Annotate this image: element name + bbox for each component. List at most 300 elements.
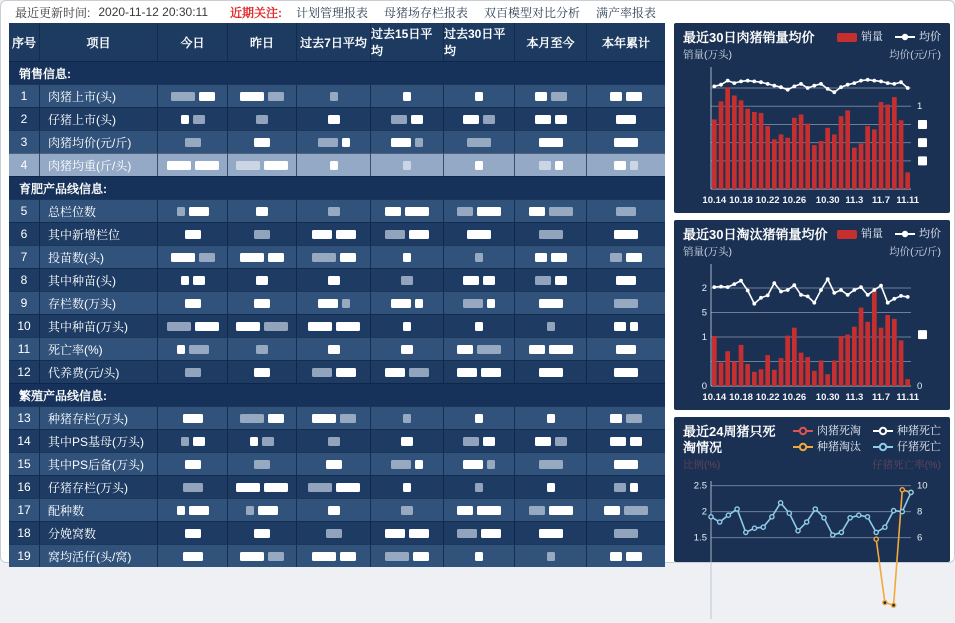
svg-text:10.18: 10.18 bbox=[729, 392, 753, 403]
row-label: 窝均活仔(头/窝) bbox=[39, 544, 157, 567]
left-axis-title: 比例(%) bbox=[683, 459, 721, 471]
table-cell bbox=[443, 199, 514, 222]
table-row[interactable] bbox=[9, 337, 665, 360]
svg-text:11.3: 11.3 bbox=[845, 195, 864, 206]
table-cell bbox=[227, 406, 296, 429]
redacted-value bbox=[256, 115, 268, 124]
redacted-value bbox=[193, 276, 205, 285]
chart-title: 最近30日淘汰猪销量均价 bbox=[683, 227, 828, 242]
row-number: 4 bbox=[9, 153, 39, 176]
table-row[interactable] bbox=[9, 268, 665, 291]
legend-item[interactable] bbox=[793, 424, 861, 438]
redacted-value bbox=[535, 92, 547, 101]
redacted-value bbox=[483, 276, 495, 285]
report-link-3[interactable]: 满产率报表 bbox=[596, 5, 657, 20]
table-cell bbox=[157, 406, 227, 429]
redacted-value bbox=[549, 207, 573, 216]
column-header: 项目 bbox=[39, 23, 157, 61]
row-label: 肉猪上市(头) bbox=[39, 84, 157, 107]
redacted-value bbox=[626, 253, 642, 262]
table-cell bbox=[370, 107, 443, 130]
redacted-value bbox=[340, 552, 356, 561]
redacted-value bbox=[630, 161, 638, 170]
redacted-value bbox=[312, 230, 332, 239]
redacted-value bbox=[626, 92, 642, 101]
svg-text:11.7: 11.7 bbox=[872, 392, 890, 403]
redacted-value bbox=[614, 161, 626, 170]
redacted-value bbox=[463, 299, 483, 308]
table-cell bbox=[296, 429, 370, 452]
axis-titles bbox=[683, 49, 941, 62]
table-cell bbox=[443, 268, 514, 291]
chart-plot-death-cull[interactable] bbox=[683, 473, 941, 623]
table-row[interactable] bbox=[9, 452, 665, 475]
redacted-value bbox=[457, 506, 473, 515]
redacted-value bbox=[616, 345, 636, 354]
table-cell bbox=[157, 337, 227, 360]
redacted-value bbox=[401, 345, 413, 354]
redacted-value bbox=[312, 253, 336, 262]
row-number: 2 bbox=[9, 107, 39, 130]
table-cell bbox=[443, 337, 514, 360]
table-cell bbox=[157, 84, 227, 107]
table-cell bbox=[227, 429, 296, 452]
table-cell bbox=[157, 521, 227, 544]
table-cell bbox=[443, 498, 514, 521]
table-cell bbox=[227, 475, 296, 498]
report-link-2[interactable]: 双百模型对比分析 bbox=[484, 5, 581, 20]
svg-text:11.11: 11.11 bbox=[896, 195, 920, 206]
redacted-value bbox=[308, 322, 332, 331]
row-number: 16 bbox=[9, 475, 39, 498]
redacted-value bbox=[240, 414, 264, 423]
table-cell bbox=[227, 245, 296, 268]
svg-text:1: 1 bbox=[917, 101, 923, 113]
redacted-value bbox=[256, 345, 268, 354]
updated-time-label: 最近更新时间: bbox=[15, 5, 91, 20]
table-cell bbox=[296, 521, 370, 544]
row-number: 3 bbox=[9, 130, 39, 153]
redacted-value bbox=[336, 322, 360, 331]
row-label: 其中种苗(万头) bbox=[39, 314, 157, 337]
redacted-value bbox=[264, 483, 288, 492]
table-cell bbox=[157, 544, 227, 567]
redacted-value bbox=[483, 115, 495, 124]
redacted-value bbox=[385, 230, 405, 239]
right-axis-title: 仔猪死亡率(%) bbox=[872, 459, 941, 471]
table-cell bbox=[514, 498, 586, 521]
row-label: 其中新增栏位 bbox=[39, 222, 157, 245]
legend-item[interactable] bbox=[837, 227, 883, 241]
redacted-value bbox=[614, 529, 638, 538]
table-cell bbox=[443, 406, 514, 429]
table-row[interactable] bbox=[9, 153, 665, 176]
svg-text:1: 1 bbox=[701, 332, 707, 344]
redacted-value bbox=[240, 253, 264, 262]
redacted-value bbox=[477, 345, 501, 354]
redacted-value bbox=[457, 207, 473, 216]
redacted-value bbox=[610, 437, 626, 446]
row-number: 19 bbox=[9, 544, 39, 567]
chart-plot-pig-sales[interactable] bbox=[683, 63, 941, 209]
redacted-value bbox=[547, 322, 555, 331]
redacted-value bbox=[401, 276, 413, 285]
line-marker-icon bbox=[873, 425, 893, 437]
redacted-value bbox=[254, 138, 270, 147]
redacted-value bbox=[409, 230, 429, 239]
svg-text:6: 6 bbox=[917, 532, 923, 544]
table-cell bbox=[443, 291, 514, 314]
table-cell bbox=[514, 268, 586, 291]
row-label: 肉猪均重(斤/头) bbox=[39, 153, 157, 176]
chart-panel-death-cull bbox=[674, 417, 950, 562]
redacted-value bbox=[403, 322, 411, 331]
row-number: 1 bbox=[9, 84, 39, 107]
redacted-value bbox=[415, 138, 423, 147]
table-row[interactable] bbox=[9, 544, 665, 567]
row-label: 种猪存栏(万头) bbox=[39, 406, 157, 429]
table-cell bbox=[586, 360, 665, 383]
table-cell bbox=[370, 452, 443, 475]
table-cell bbox=[586, 337, 665, 360]
column-header: 本月至今 bbox=[514, 23, 586, 61]
redacted-value bbox=[405, 207, 429, 216]
redacted-value bbox=[630, 437, 642, 446]
redacted-value bbox=[336, 483, 360, 492]
redacted-value bbox=[185, 138, 201, 147]
main-content bbox=[9, 23, 947, 562]
row-label: 肉猪均价(元/斤) bbox=[39, 130, 157, 153]
redacted-value bbox=[535, 437, 551, 446]
chart-title: 最近30日肉猪销量均价 bbox=[683, 30, 815, 45]
row-number: 13 bbox=[9, 406, 39, 429]
redacted-value bbox=[236, 161, 260, 170]
chart-panel-pig-sales bbox=[674, 23, 950, 213]
redacted-value bbox=[626, 414, 642, 423]
table-cell bbox=[157, 498, 227, 521]
table-cell bbox=[370, 222, 443, 245]
redacted-value bbox=[539, 230, 563, 239]
redacted-value bbox=[385, 207, 401, 216]
row-number: 12 bbox=[9, 360, 39, 383]
redacted-value bbox=[254, 230, 270, 239]
chart-plot-cull-sales[interactable] bbox=[683, 260, 941, 406]
table-cell bbox=[586, 268, 665, 291]
row-label: 配种数 bbox=[39, 498, 157, 521]
redacted-value bbox=[177, 345, 185, 354]
table-cell bbox=[296, 130, 370, 153]
chart-title: 最近24周猪只死淘情况 bbox=[683, 424, 776, 455]
table-cell bbox=[443, 452, 514, 475]
report-link-1[interactable]: 母猪场存栏报表 bbox=[384, 5, 469, 20]
row-label: 投苗数(头) bbox=[39, 245, 157, 268]
table-cell bbox=[586, 199, 665, 222]
table-cell bbox=[296, 222, 370, 245]
svg-text:11.3: 11.3 bbox=[845, 392, 864, 403]
table-row[interactable] bbox=[9, 521, 665, 544]
table-row[interactable] bbox=[9, 498, 665, 521]
redacted-value bbox=[529, 207, 545, 216]
redacted-value bbox=[181, 115, 189, 124]
axis-titles bbox=[683, 246, 941, 259]
redacted-value bbox=[463, 460, 483, 469]
table-cell bbox=[157, 153, 227, 176]
redacted-value bbox=[258, 506, 278, 515]
redacted-value bbox=[535, 253, 547, 262]
redacted-value bbox=[254, 529, 270, 538]
table-cell bbox=[586, 452, 665, 475]
redacted-value bbox=[463, 115, 479, 124]
table-cell bbox=[296, 475, 370, 498]
table-cell bbox=[157, 291, 227, 314]
redacted-value bbox=[614, 483, 626, 492]
table-row[interactable] bbox=[9, 245, 665, 268]
redacted-value bbox=[457, 368, 477, 377]
table-cell bbox=[514, 429, 586, 452]
redacted-value bbox=[539, 529, 563, 538]
redacted-value bbox=[391, 299, 411, 308]
column-header: 过去7日平均 bbox=[296, 23, 370, 61]
redacted-value bbox=[457, 529, 477, 538]
table-cell bbox=[514, 222, 586, 245]
redacted-value bbox=[183, 483, 203, 492]
table-header-row bbox=[9, 23, 665, 61]
row-number: 8 bbox=[9, 268, 39, 291]
table-cell bbox=[586, 429, 665, 452]
svg-text:10.30: 10.30 bbox=[815, 392, 840, 403]
table-cell bbox=[370, 337, 443, 360]
legend-item[interactable] bbox=[837, 30, 883, 44]
table-row[interactable] bbox=[9, 107, 665, 130]
table-row[interactable] bbox=[9, 199, 665, 222]
redacted-value bbox=[616, 115, 636, 124]
legend-label: 种猪死亡 bbox=[897, 425, 941, 437]
table-cell bbox=[157, 429, 227, 452]
redacted-value bbox=[330, 161, 338, 170]
redacted-value bbox=[535, 115, 551, 124]
legend-item[interactable] bbox=[793, 440, 861, 454]
redacted-value bbox=[614, 460, 638, 469]
row-number: 14 bbox=[9, 429, 39, 452]
redacted-value bbox=[475, 483, 483, 492]
redacted-value bbox=[539, 460, 563, 469]
redacted-value bbox=[409, 529, 429, 538]
table-cell bbox=[443, 521, 514, 544]
row-label: 其中种苗(头) bbox=[39, 268, 157, 291]
row-label: 其中PS后备(万头) bbox=[39, 452, 157, 475]
table-cell bbox=[586, 475, 665, 498]
redacted-value bbox=[403, 92, 411, 101]
redacted-value bbox=[328, 115, 340, 124]
table-cell bbox=[586, 314, 665, 337]
redacted-value bbox=[535, 276, 551, 285]
svg-text:0: 0 bbox=[701, 381, 707, 392]
redacted-value bbox=[318, 299, 338, 308]
updated-time-value: 2020-11-12 20:30:11 bbox=[98, 5, 208, 19]
line-marker-icon bbox=[793, 441, 813, 453]
table-row[interactable] bbox=[9, 406, 665, 429]
right-axis-title: 均价(元/斤) bbox=[889, 49, 941, 61]
table-row[interactable] bbox=[9, 360, 665, 383]
redacted-value bbox=[167, 161, 191, 170]
redacted-value bbox=[551, 92, 567, 101]
table-cell bbox=[296, 268, 370, 291]
svg-text:2: 2 bbox=[701, 506, 707, 518]
svg-text:2.5: 2.5 bbox=[693, 480, 707, 492]
redacted-value bbox=[185, 460, 201, 469]
chart-legend bbox=[837, 30, 941, 44]
svg-text:10: 10 bbox=[917, 480, 928, 492]
redacted-value bbox=[403, 161, 411, 170]
table-cell bbox=[514, 544, 586, 567]
redacted-value bbox=[475, 322, 483, 331]
table-row[interactable] bbox=[9, 291, 665, 314]
table-cell bbox=[227, 84, 296, 107]
table-cell bbox=[227, 153, 296, 176]
redacted-value bbox=[457, 345, 473, 354]
table-cell bbox=[157, 107, 227, 130]
table-cell bbox=[586, 153, 665, 176]
table-cell bbox=[514, 84, 586, 107]
table-cell bbox=[157, 199, 227, 222]
svg-text:0: 0 bbox=[917, 381, 923, 392]
table-cell bbox=[370, 314, 443, 337]
table-cell bbox=[443, 314, 514, 337]
table-cell bbox=[296, 337, 370, 360]
row-label: 存栏数(万头) bbox=[39, 291, 157, 314]
redacted-value bbox=[254, 460, 270, 469]
table-cell bbox=[514, 245, 586, 268]
table-row[interactable] bbox=[9, 429, 665, 452]
row-label: 其中PS基母(万头) bbox=[39, 429, 157, 452]
redacted-value bbox=[189, 345, 209, 354]
table-cell bbox=[586, 498, 665, 521]
redacted-value bbox=[463, 437, 479, 446]
table-cell bbox=[586, 222, 665, 245]
redacted-value bbox=[336, 230, 356, 239]
table-row[interactable] bbox=[9, 84, 665, 107]
redacted-value bbox=[264, 322, 288, 331]
redacted-value bbox=[403, 414, 411, 423]
table-row[interactable] bbox=[9, 475, 665, 498]
chart-legend bbox=[837, 227, 941, 241]
svg-text:10.22: 10.22 bbox=[755, 392, 780, 403]
line-marker-icon bbox=[873, 441, 893, 453]
legend-item[interactable] bbox=[873, 424, 941, 438]
svg-text:10.26: 10.26 bbox=[782, 392, 807, 403]
chart-legend bbox=[781, 424, 941, 454]
redacted-value bbox=[475, 92, 483, 101]
table-cell bbox=[296, 498, 370, 521]
table-cell bbox=[443, 153, 514, 176]
table-cell bbox=[514, 452, 586, 475]
redacted-value bbox=[487, 460, 495, 469]
redacted-value bbox=[413, 552, 429, 561]
redacted-value bbox=[340, 414, 356, 423]
redacted-value bbox=[549, 506, 573, 515]
table-cell bbox=[296, 291, 370, 314]
redacted-value bbox=[409, 368, 429, 377]
column-header: 昨日 bbox=[227, 23, 296, 61]
table-cell bbox=[227, 107, 296, 130]
table-cell bbox=[296, 245, 370, 268]
redacted-value bbox=[385, 368, 405, 377]
redacted-value bbox=[555, 276, 567, 285]
legend-item[interactable] bbox=[895, 30, 941, 44]
redacted-value bbox=[167, 322, 191, 331]
table-row[interactable] bbox=[9, 222, 665, 245]
table-row[interactable] bbox=[9, 130, 665, 153]
redacted-value bbox=[403, 253, 411, 262]
row-label: 仔猪存栏(万头) bbox=[39, 475, 157, 498]
row-label: 分娩窝数 bbox=[39, 521, 157, 544]
legend-item[interactable] bbox=[895, 227, 941, 241]
redacted-value bbox=[318, 138, 338, 147]
table-cell bbox=[227, 291, 296, 314]
table-cell bbox=[370, 544, 443, 567]
redacted-value bbox=[547, 552, 555, 561]
table-cell bbox=[514, 153, 586, 176]
line-marker-icon bbox=[895, 228, 915, 240]
table-cell bbox=[157, 360, 227, 383]
redacted-value bbox=[481, 368, 501, 377]
table-cell bbox=[296, 199, 370, 222]
redacted-value bbox=[177, 207, 185, 216]
redacted-value bbox=[264, 161, 288, 170]
line-marker-icon bbox=[793, 425, 813, 437]
legend-label: 均价 bbox=[919, 31, 941, 43]
redacted-value bbox=[189, 506, 209, 515]
table-cell bbox=[370, 429, 443, 452]
redacted-value bbox=[614, 322, 626, 331]
redacted-value bbox=[254, 299, 270, 308]
svg-text:10.14: 10.14 bbox=[702, 392, 727, 403]
redacted-value bbox=[401, 506, 413, 515]
redacted-value bbox=[391, 138, 411, 147]
redacted-value bbox=[240, 92, 264, 101]
redacted-value bbox=[328, 345, 340, 354]
table-cell bbox=[586, 107, 665, 130]
table-cell bbox=[227, 337, 296, 360]
row-label: 总栏位数 bbox=[39, 199, 157, 222]
redacted-value bbox=[624, 506, 648, 515]
redacted-value bbox=[385, 552, 409, 561]
report-link-0[interactable]: 计划管理报表 bbox=[296, 5, 369, 20]
redacted-value bbox=[177, 506, 185, 515]
row-number: 9 bbox=[9, 291, 39, 314]
table-row[interactable] bbox=[9, 314, 665, 337]
redacted-value bbox=[539, 138, 563, 147]
redacted-value bbox=[614, 138, 638, 147]
table-cell bbox=[514, 406, 586, 429]
redacted-value bbox=[195, 322, 219, 331]
row-number: 11 bbox=[9, 337, 39, 360]
table-cell bbox=[514, 199, 586, 222]
svg-text:10.18: 10.18 bbox=[729, 195, 753, 206]
svg-text:8: 8 bbox=[917, 506, 923, 518]
table-cell bbox=[586, 245, 665, 268]
redacted-value bbox=[183, 552, 203, 561]
table-cell bbox=[296, 107, 370, 130]
redacted-value bbox=[199, 253, 215, 262]
table-cell bbox=[227, 130, 296, 153]
row-number: 10 bbox=[9, 314, 39, 337]
table-cell bbox=[296, 406, 370, 429]
redacted-value bbox=[555, 115, 567, 124]
legend-item[interactable] bbox=[873, 440, 941, 454]
table-cell bbox=[227, 314, 296, 337]
top-bar bbox=[1, 1, 954, 23]
